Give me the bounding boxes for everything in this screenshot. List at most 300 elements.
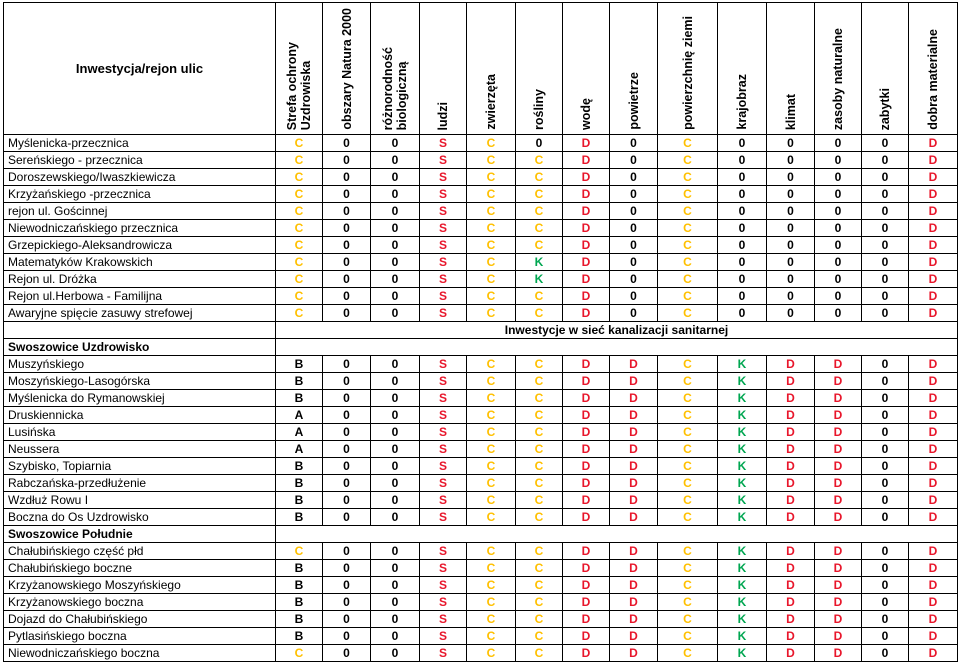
impact-cell: D <box>767 594 815 611</box>
column-header-label: Strefa ochrony Uzdrowiska <box>285 41 313 130</box>
impact-cell: S <box>420 135 467 152</box>
impact-cell: D <box>563 611 610 628</box>
impact-cell: 0 <box>718 254 767 271</box>
impact-cell: D <box>909 424 958 441</box>
impact-cell: 0 <box>323 611 371 628</box>
impact-cell: C <box>658 628 718 645</box>
impact-cell: D <box>610 594 658 611</box>
group-header: Swoszowice Uzdrowisko <box>4 339 276 356</box>
impact-cell: 0 <box>767 271 815 288</box>
impact-cell: C <box>467 254 516 271</box>
impact-cell: D <box>815 611 862 628</box>
impact-cell: C <box>276 169 323 186</box>
column-header-label: obszary Natura 2000 <box>339 8 354 130</box>
impact-cell: C <box>516 424 563 441</box>
impact-cell: K <box>718 509 767 526</box>
impact-cell: D <box>563 628 610 645</box>
impact-cell: C <box>516 594 563 611</box>
impact-cell: D <box>909 203 958 220</box>
row-name: Grzepickiego-Aleksandrowicza <box>4 237 276 254</box>
impact-cell: 0 <box>862 560 909 577</box>
impact-cell: 0 <box>610 186 658 203</box>
impact-cell: C <box>467 288 516 305</box>
row-name: Szybisko, Topiarnia <box>4 458 276 475</box>
impact-cell: D <box>563 492 610 509</box>
impact-cell: B <box>276 458 323 475</box>
impact-cell: C <box>467 305 516 322</box>
impact-cell: C <box>516 441 563 458</box>
impact-cell: C <box>516 169 563 186</box>
impact-cell: D <box>815 475 862 492</box>
impact-cell: K <box>718 475 767 492</box>
impact-cell: D <box>909 305 958 322</box>
impact-cell: 0 <box>323 645 371 662</box>
row-name: Myślenicka-przecznica <box>4 135 276 152</box>
impact-cell: 0 <box>610 152 658 169</box>
impact-cell: 0 <box>718 186 767 203</box>
impact-cell: D <box>563 407 610 424</box>
impact-cell: D <box>610 407 658 424</box>
impact-cell: D <box>610 628 658 645</box>
impact-cell: D <box>909 356 958 373</box>
column-header-label: zasoby naturalne <box>831 27 845 130</box>
group-blank-cell <box>276 526 958 543</box>
column-header <box>420 3 467 135</box>
impact-cell: D <box>909 594 958 611</box>
impact-cell: C <box>467 645 516 662</box>
impact-cell: 0 <box>323 441 371 458</box>
table-body <box>4 135 958 662</box>
impact-cell: 0 <box>862 611 909 628</box>
impact-cell: D <box>767 645 815 662</box>
impact-cell: C <box>516 203 563 220</box>
impact-cell: D <box>563 271 610 288</box>
corner-header: Inwestycja/rejon ulic <box>4 3 276 135</box>
impact-cell: D <box>767 475 815 492</box>
impact-cell: D <box>563 152 610 169</box>
impact-cell: D <box>563 543 610 560</box>
impact-cell: D <box>815 509 862 526</box>
impact-cell: 0 <box>610 135 658 152</box>
impact-cell: D <box>909 288 958 305</box>
impact-cell: 0 <box>815 135 862 152</box>
impact-cell: 0 <box>371 356 420 373</box>
impact-cell: 0 <box>610 254 658 271</box>
impact-cell: C <box>467 577 516 594</box>
impact-cell: 0 <box>371 594 420 611</box>
impact-cell: 0 <box>815 169 862 186</box>
row-name: Wzdłuż Rowu I <box>4 492 276 509</box>
row-name: Rabczańska-przedłużenie <box>4 475 276 492</box>
impact-cell: C <box>658 509 718 526</box>
impact-cell: S <box>420 152 467 169</box>
impact-cell: C <box>516 611 563 628</box>
impact-cell: D <box>610 373 658 390</box>
impact-cell: C <box>276 305 323 322</box>
impact-cell: D <box>815 407 862 424</box>
impact-cell: 0 <box>767 203 815 220</box>
impact-cell: C <box>658 424 718 441</box>
row-name: Matematyków Krakowskich <box>4 254 276 271</box>
impact-cell: C <box>658 305 718 322</box>
impact-cell: K <box>718 611 767 628</box>
table-row <box>4 594 958 611</box>
impact-cell: 0 <box>323 560 371 577</box>
impact-cell: C <box>658 186 718 203</box>
column-header-label: powietrze <box>626 72 641 130</box>
impact-cell: K <box>718 594 767 611</box>
row-name: Lusińska <box>4 424 276 441</box>
impact-cell: 0 <box>718 152 767 169</box>
impact-cell: C <box>467 237 516 254</box>
impact-cell: B <box>276 611 323 628</box>
impact-cell: D <box>909 220 958 237</box>
column-header <box>610 3 658 135</box>
impact-cell: S <box>420 288 467 305</box>
impact-cell: 0 <box>815 220 862 237</box>
impact-cell: D <box>610 611 658 628</box>
impact-cell: C <box>276 152 323 169</box>
impact-cell: C <box>658 492 718 509</box>
impact-cell: D <box>563 373 610 390</box>
impact-cell: 0 <box>610 169 658 186</box>
impact-cell: 0 <box>815 203 862 220</box>
impact-cell: C <box>467 373 516 390</box>
impact-cell: D <box>610 492 658 509</box>
impact-cell: D <box>563 254 610 271</box>
impact-cell: 0 <box>371 152 420 169</box>
impact-cell: 0 <box>862 492 909 509</box>
impact-cell: 0 <box>610 305 658 322</box>
impact-cell: C <box>276 220 323 237</box>
impact-cell: 0 <box>862 169 909 186</box>
impact-cell: C <box>658 543 718 560</box>
impact-cell: C <box>467 475 516 492</box>
impact-cell: C <box>516 373 563 390</box>
impact-cell: D <box>815 458 862 475</box>
impact-cell: 0 <box>718 288 767 305</box>
impact-cell: S <box>420 509 467 526</box>
impact-cell: D <box>563 475 610 492</box>
impact-cell: D <box>563 424 610 441</box>
impact-cell: D <box>563 288 610 305</box>
row-name: Niewodniczańskiego boczna <box>4 645 276 662</box>
row-name: Dojazd do Chałubińskiego <box>4 611 276 628</box>
impact-cell: D <box>563 594 610 611</box>
impact-cell: 0 <box>323 509 371 526</box>
impact-cell: 0 <box>371 203 420 220</box>
impact-cell: S <box>420 611 467 628</box>
impact-cell: S <box>420 203 467 220</box>
impact-cell: 0 <box>815 288 862 305</box>
impact-cell: 0 <box>862 220 909 237</box>
impact-cell: C <box>467 271 516 288</box>
table-row <box>4 254 958 271</box>
impact-cell: 0 <box>862 186 909 203</box>
impact-cell: C <box>467 560 516 577</box>
row-name: Myślenicka do Rymanowskiej <box>4 390 276 407</box>
impact-cell: 0 <box>610 288 658 305</box>
impact-cell: C <box>467 543 516 560</box>
table-row <box>4 271 958 288</box>
column-header-label: klimat <box>783 93 798 130</box>
group-blank-cell <box>276 339 958 356</box>
impact-cell: D <box>815 492 862 509</box>
impact-cell: D <box>563 305 610 322</box>
impact-cell: D <box>563 203 610 220</box>
table-row <box>4 288 958 305</box>
impact-cell: 0 <box>323 305 371 322</box>
impact-cell: D <box>767 509 815 526</box>
impact-cell: D <box>610 475 658 492</box>
row-name: Boczna do Os Uzdrowisko <box>4 509 276 526</box>
column-header-label: powierzchnię ziemi <box>680 16 695 130</box>
impact-cell: D <box>909 390 958 407</box>
impact-cell: 0 <box>610 220 658 237</box>
impact-cell: C <box>658 594 718 611</box>
impact-cell: C <box>467 390 516 407</box>
impact-cell: S <box>420 645 467 662</box>
impact-cell: C <box>658 611 718 628</box>
impact-cell: D <box>909 492 958 509</box>
column-header <box>467 3 516 135</box>
row-name: Krzyżanowskiego boczna <box>4 594 276 611</box>
table-row <box>4 543 958 560</box>
table-row <box>4 628 958 645</box>
impact-cell: C <box>658 560 718 577</box>
impact-cell: 0 <box>767 237 815 254</box>
table-row <box>4 152 958 169</box>
impact-cell: D <box>563 509 610 526</box>
impact-cell: 0 <box>767 254 815 271</box>
impact-cell: 0 <box>323 628 371 645</box>
impact-cell: C <box>516 356 563 373</box>
impact-cell: 0 <box>767 288 815 305</box>
impact-cell: C <box>467 203 516 220</box>
impact-cell: 0 <box>323 356 371 373</box>
impact-cell: 0 <box>371 407 420 424</box>
impact-cell: 0 <box>815 237 862 254</box>
impact-cell: K <box>516 271 563 288</box>
impact-cell: D <box>610 645 658 662</box>
impact-cell: D <box>610 441 658 458</box>
impact-cell: C <box>516 288 563 305</box>
table-row <box>4 373 958 390</box>
impact-cell: C <box>467 492 516 509</box>
impact-cell: 0 <box>610 203 658 220</box>
impact-cell: C <box>658 135 718 152</box>
impact-matrix-table <box>3 2 958 662</box>
impact-cell: S <box>420 254 467 271</box>
impact-cell: C <box>467 220 516 237</box>
impact-cell: 0 <box>815 254 862 271</box>
impact-cell: S <box>420 577 467 594</box>
impact-cell: D <box>767 356 815 373</box>
impact-cell: 0 <box>718 305 767 322</box>
column-header <box>276 3 323 135</box>
section-row <box>4 322 958 339</box>
group-header: Swoszowice Południe <box>4 526 276 543</box>
impact-cell: D <box>815 441 862 458</box>
impact-cell: A <box>276 424 323 441</box>
row-name: Muszyńskiego <box>4 356 276 373</box>
impact-cell: D <box>815 560 862 577</box>
impact-cell: C <box>658 475 718 492</box>
impact-cell: 0 <box>371 509 420 526</box>
impact-cell: C <box>658 407 718 424</box>
impact-cell: S <box>420 220 467 237</box>
impact-cell: D <box>909 237 958 254</box>
impact-cell: B <box>276 628 323 645</box>
impact-cell: 0 <box>323 237 371 254</box>
impact-cell: D <box>767 458 815 475</box>
impact-cell: 0 <box>862 594 909 611</box>
impact-cell: C <box>658 373 718 390</box>
impact-cell: D <box>909 475 958 492</box>
impact-cell: S <box>420 441 467 458</box>
impact-cell: C <box>658 441 718 458</box>
impact-cell: B <box>276 373 323 390</box>
impact-cell: D <box>909 611 958 628</box>
column-header-label: ludzi <box>436 101 450 130</box>
impact-cell: C <box>276 135 323 152</box>
impact-cell: 0 <box>862 458 909 475</box>
row-name: Niewodniczańskiego przecznica <box>4 220 276 237</box>
impact-cell: C <box>467 152 516 169</box>
impact-cell: 0 <box>862 237 909 254</box>
impact-cell: 0 <box>862 628 909 645</box>
impact-cell: D <box>909 543 958 560</box>
impact-cell: 0 <box>862 509 909 526</box>
column-header <box>815 3 862 135</box>
impact-cell: D <box>767 628 815 645</box>
impact-cell: 0 <box>767 305 815 322</box>
impact-cell: K <box>718 390 767 407</box>
impact-cell: C <box>276 288 323 305</box>
impact-cell: C <box>467 628 516 645</box>
impact-cell: D <box>610 560 658 577</box>
impact-cell: 0 <box>815 152 862 169</box>
impact-cell: S <box>420 271 467 288</box>
impact-cell: K <box>718 543 767 560</box>
impact-cell: D <box>563 220 610 237</box>
impact-cell: D <box>909 135 958 152</box>
impact-cell: 0 <box>371 237 420 254</box>
column-header <box>862 3 909 135</box>
row-name: Rejon ul. Dróżka <box>4 271 276 288</box>
table-row <box>4 305 958 322</box>
impact-cell: D <box>909 254 958 271</box>
impact-cell: 0 <box>371 424 420 441</box>
column-header <box>371 3 420 135</box>
impact-cell: D <box>563 390 610 407</box>
impact-cell: S <box>420 543 467 560</box>
row-name: Chałubińskiego boczne <box>4 560 276 577</box>
row-name: Sereńskiego - przecznica <box>4 152 276 169</box>
impact-cell: D <box>815 424 862 441</box>
impact-cell: D <box>767 577 815 594</box>
impact-cell: 0 <box>767 220 815 237</box>
table-row <box>4 577 958 594</box>
impact-cell: K <box>718 441 767 458</box>
impact-cell: D <box>563 356 610 373</box>
impact-cell: 0 <box>862 475 909 492</box>
table-row <box>4 356 958 373</box>
impact-cell: 0 <box>516 135 563 152</box>
row-name: rejon ul. Gościnnej <box>4 203 276 220</box>
impact-cell: C <box>467 458 516 475</box>
impact-cell: D <box>815 645 862 662</box>
impact-cell: C <box>658 271 718 288</box>
impact-cell: D <box>767 611 815 628</box>
impact-cell: C <box>467 169 516 186</box>
impact-cell: 0 <box>718 203 767 220</box>
table-row <box>4 135 958 152</box>
impact-cell: D <box>563 441 610 458</box>
impact-cell: D <box>909 152 958 169</box>
impact-cell: K <box>718 628 767 645</box>
impact-cell: S <box>420 407 467 424</box>
impact-cell: S <box>420 475 467 492</box>
impact-cell: 0 <box>718 271 767 288</box>
impact-cell: 0 <box>862 356 909 373</box>
impact-cell: 0 <box>862 271 909 288</box>
impact-cell: D <box>909 577 958 594</box>
impact-cell: D <box>815 577 862 594</box>
impact-cell: C <box>658 237 718 254</box>
impact-cell: C <box>516 475 563 492</box>
table-row <box>4 645 958 662</box>
impact-cell: K <box>718 356 767 373</box>
impact-cell: C <box>467 441 516 458</box>
column-header-label: zabytki <box>878 87 892 130</box>
impact-cell: C <box>276 237 323 254</box>
row-name: Moszyńskiego-Lasogórska <box>4 373 276 390</box>
table-row <box>4 237 958 254</box>
impact-cell: D <box>563 169 610 186</box>
impact-cell: D <box>909 560 958 577</box>
impact-cell: 0 <box>323 594 371 611</box>
impact-cell: 0 <box>718 169 767 186</box>
impact-cell: 0 <box>323 254 371 271</box>
impact-cell: 0 <box>862 305 909 322</box>
impact-cell: B <box>276 577 323 594</box>
impact-cell: A <box>276 441 323 458</box>
impact-cell: D <box>815 373 862 390</box>
impact-cell: K <box>718 492 767 509</box>
impact-cell: 0 <box>862 543 909 560</box>
impact-cell: B <box>276 475 323 492</box>
impact-cell: 0 <box>371 560 420 577</box>
impact-cell: C <box>658 645 718 662</box>
row-name: Krzyżańskiego -przecznica <box>4 186 276 203</box>
column-header-label: wodę <box>579 98 593 130</box>
impact-cell: S <box>420 390 467 407</box>
row-name: Neussera <box>4 441 276 458</box>
impact-cell: C <box>467 356 516 373</box>
impact-cell: 0 <box>371 390 420 407</box>
table-row <box>4 492 958 509</box>
row-name: Chałubińskiego część płd <box>4 543 276 560</box>
impact-cell: D <box>610 509 658 526</box>
impact-cell: C <box>658 390 718 407</box>
impact-cell: D <box>767 441 815 458</box>
impact-cell: C <box>516 407 563 424</box>
impact-cell: D <box>909 169 958 186</box>
impact-cell: 0 <box>718 220 767 237</box>
impact-cell: 0 <box>610 237 658 254</box>
impact-cell: D <box>909 186 958 203</box>
